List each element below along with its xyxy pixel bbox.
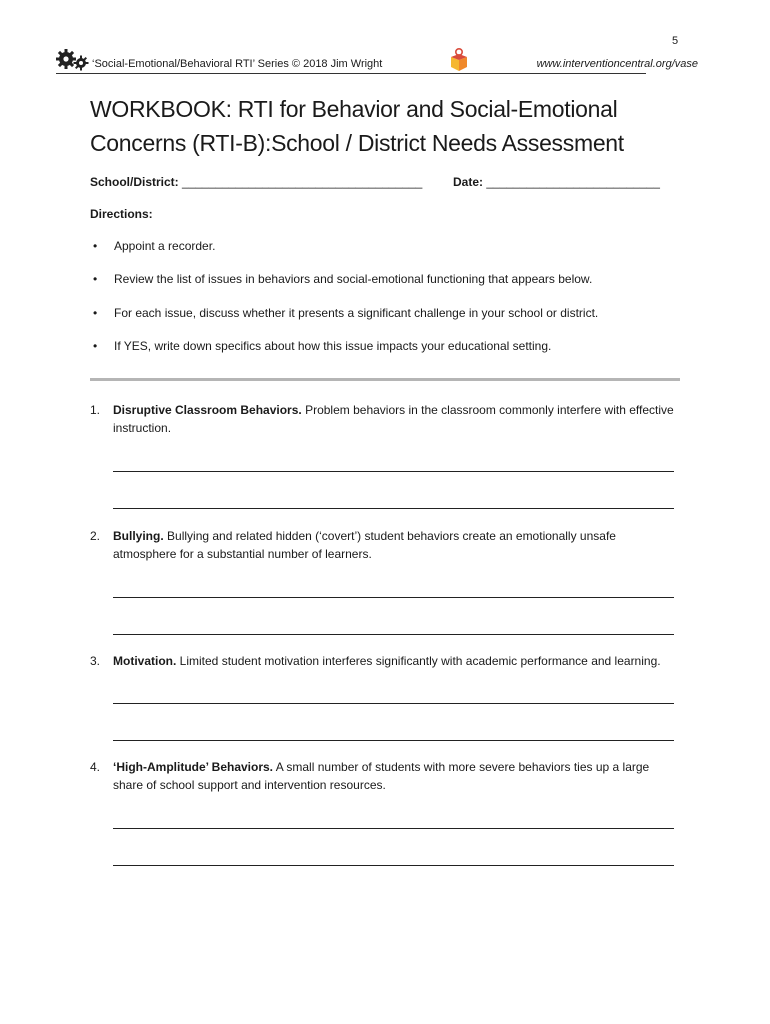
answer-line[interactable] [113,597,674,598]
issue-text: A small number of students with more severe behaviors ties up a large share of school support and intervention resources. [113,760,650,792]
answer-line[interactable] [113,865,674,866]
directions-heading: Directions: [90,207,153,221]
bullet-icon: • [93,272,98,287]
list-item [90,269,690,302]
school-district-label: School/District: [90,175,179,189]
issue-text: Bullying and related hidden (‘covert’) student behaviors create an emotionally unsafe atmosphere for a substantial number of learners. [113,529,616,561]
answer-line[interactable] [113,828,674,829]
issue-heading: ‘High-Amplitude’ Behaviors. [113,760,274,774]
list-item [90,236,690,269]
issue-number: 1. [90,403,101,417]
answer-line[interactable] [113,740,674,741]
date-field[interactable] [453,175,660,189]
issue-text: Problem behaviors in the classroom commonly interfere with effective instruction. [113,403,674,435]
issue-number: 2. [90,529,101,543]
bullet-icon: • [93,338,98,353]
school-district-blank[interactable]: ____________________________________ [182,175,423,189]
page-title: WORKBOOK: RTI for Behavior and Social-Emotional Concerns (RTI-B):School / District Needs Assessment [90,96,624,156]
answer-line[interactable] [113,471,674,472]
issue-number: 3. [90,654,101,668]
school-district-field[interactable] [90,175,422,189]
list-item-text: Review the list of issues in behaviors and social-emotional functioning that appears below. [114,272,593,287]
issue-heading: Motivation. [113,654,177,668]
issue-heading: Bullying. [113,529,164,543]
bullet-icon: • [93,305,98,320]
page-number: 5 [672,35,679,47]
issue-text: Limited student motivation interferes significantly with academic performance and learning. [179,654,661,668]
bullet-icon: • [93,239,98,253]
list-item-text: Appoint a recorder. [114,239,216,253]
directions-list [90,236,690,369]
list-item-text: If YES, write down specifics about how this issue impacts your educational setting. [114,338,552,353]
answer-line[interactable] [113,703,674,704]
page-header [56,48,698,74]
date-label: Date: [453,175,484,189]
date-blank[interactable]: __________________________ [486,175,660,189]
issue-item-1 [90,401,682,437]
answer-line[interactable] [113,634,674,635]
series-credit: ‘Social-Emotional/Behavioral RTI’ Series © 2018 Jim Wright [92,58,383,70]
intervention-central-logo [450,48,468,72]
list-item [90,336,690,369]
list-item-text: For each issue, discuss whether it presents a significant challenge in your school or district. [114,305,599,320]
issue-heading: Disruptive Classroom Behaviors. [113,403,302,417]
issue-item-3 [90,652,682,670]
answer-line[interactable] [113,508,674,509]
gears-icon [56,48,90,72]
header-divider [56,73,646,74]
section-divider [90,378,680,381]
issue-item-4 [90,758,682,794]
issue-number: 4. [90,760,101,774]
list-item [90,303,690,336]
website-url[interactable]: www.interventioncentral.org/vase [536,58,698,70]
issue-item-2 [90,527,682,563]
